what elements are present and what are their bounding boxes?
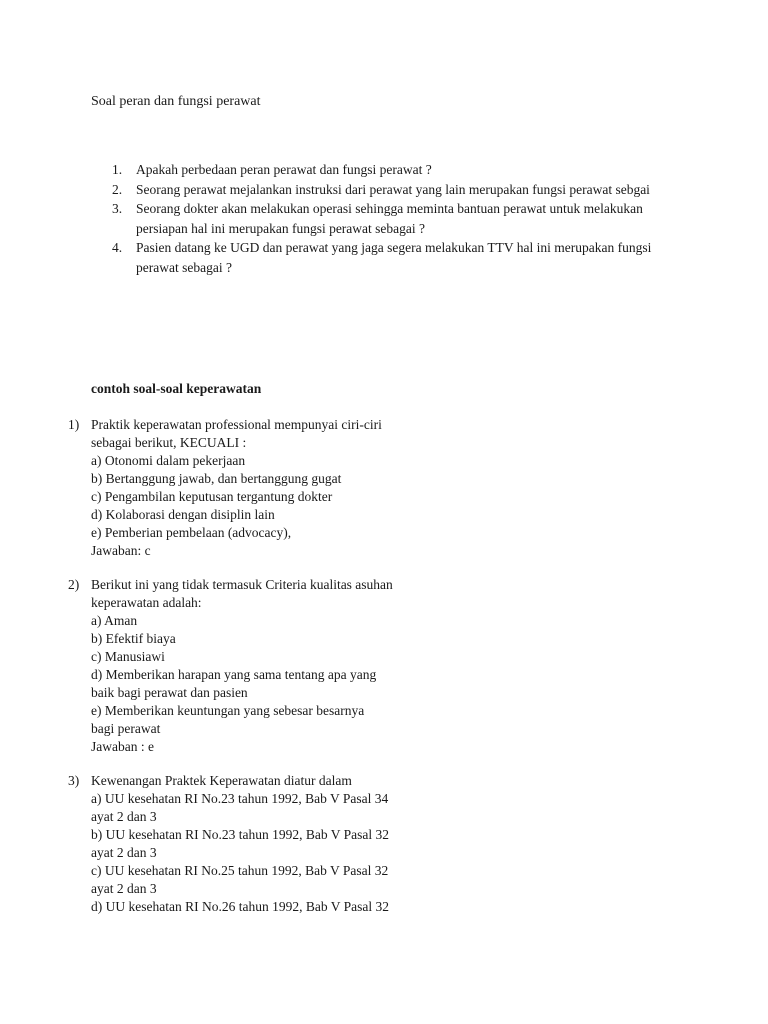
- mcq-option-b-cont: ayat 2 dan 3: [91, 845, 157, 860]
- mcq-first-row: [68, 576, 468, 594]
- question-number: 2.: [112, 181, 123, 197]
- mcq-stem: Berikut ini yang tidak termasuk Criteria kualitas asuhan: [91, 577, 393, 592]
- document-title: Soal peran dan fungsi perawat: [91, 94, 261, 109]
- mcq-option-c-cont: ayat 2 dan 3: [91, 881, 157, 896]
- mcq-stem: Kewenangan Praktek Keperawatan diatur dalam: [91, 773, 352, 788]
- mcq-stem: Praktik keperawatan professional mempunyai ciri-ciri: [91, 417, 382, 432]
- mcq-option-a: a) Otonomi dalam pekerjaan: [91, 453, 246, 468]
- question-item: [112, 180, 682, 200]
- mcq-option-d: d) Kolaborasi dengan disiplin lain: [91, 507, 275, 522]
- question-item: [112, 160, 682, 180]
- mcq-option-e: e) Pemberian pembelaan (advocacy),: [91, 525, 292, 540]
- question-text: Seorang perawat mejalankan instruksi dari perawat yang lain merupakan fungsi perawat sebgai: [136, 181, 650, 197]
- mcq-option-c: c) Manusiawi: [91, 649, 165, 664]
- question-text: Pasien datang ke UGD dan perawat yang jaga segera melakukan TTV hal ini merupakan fungsi perawat sebagai ?: [136, 240, 652, 275]
- question-number: 1.: [112, 162, 123, 177]
- mcq-option-d: d) UU kesehatan RI No.26 tahun 1992, Bab V Pasal 32: [91, 899, 389, 914]
- mcq-option-e: e) Memberikan keuntungan yang sebesar besarnya: [91, 703, 365, 718]
- mcq-first-row: [68, 772, 468, 790]
- mcq-line: sebagai berikut, KECUALI :: [91, 435, 247, 450]
- mcq-option-c: c) UU kesehatan RI No.25 tahun 1992, Bab V Pasal 32: [91, 863, 389, 878]
- mcq-option-e-cont: bagi perawat: [91, 721, 161, 736]
- mcq-answer: Jawaban : e: [91, 739, 154, 754]
- mcq-option-a: a) Aman: [91, 613, 138, 628]
- mcq-number: 3): [68, 773, 80, 788]
- mcq-option-c: c) Pengambilan keputusan tergantung dokter: [91, 489, 333, 504]
- mcq-answer: Jawaban: c: [91, 543, 151, 558]
- question-text: Seorang dokter akan melakukan operasi sehingga meminta bantuan perawat untuk melakukan persiapan hal ini merupakan fungsi perawat sebagai ?: [136, 201, 643, 236]
- mcq-option-b: b) UU kesehatan RI No.23 tahun 1992, Bab V Pasal 32: [91, 827, 389, 842]
- mcq-number: 2): [68, 577, 80, 592]
- question-text: Apakah perbedaan peran perawat dan fungsi perawat ?: [136, 162, 432, 177]
- mcq-option-d: d) Memberikan harapan yang sama tentang apa yang: [91, 667, 377, 682]
- mcq-option-a-cont: ayat 2 dan 3: [91, 809, 157, 824]
- mcq-option-d-cont: baik bagi perawat dan pasien: [91, 685, 248, 700]
- mcq-option-a: a) UU kesehatan RI No.23 tahun 1992, Bab V Pasal 34: [91, 791, 389, 806]
- mcq-question-3: [68, 772, 468, 916]
- mcq-question-2: [68, 576, 468, 756]
- mcq-first-row: [68, 416, 468, 434]
- mcq-number: 1): [68, 417, 80, 432]
- question-item: [112, 199, 682, 238]
- section-title: contoh soal-soal keperawatan: [91, 381, 262, 396]
- question-item: [112, 238, 682, 277]
- mcq-option-b: b) Bertanggung jawab, dan bertanggung gugat: [91, 471, 342, 486]
- mcq-question-1: [68, 416, 468, 560]
- question-number: 4.: [112, 240, 123, 255]
- mcq-option-b: b) Efektif biaya: [91, 631, 176, 646]
- question-number: 3.: [112, 201, 123, 216]
- mcq-line: keperawatan adalah:: [91, 595, 202, 610]
- question-list: [112, 160, 682, 277]
